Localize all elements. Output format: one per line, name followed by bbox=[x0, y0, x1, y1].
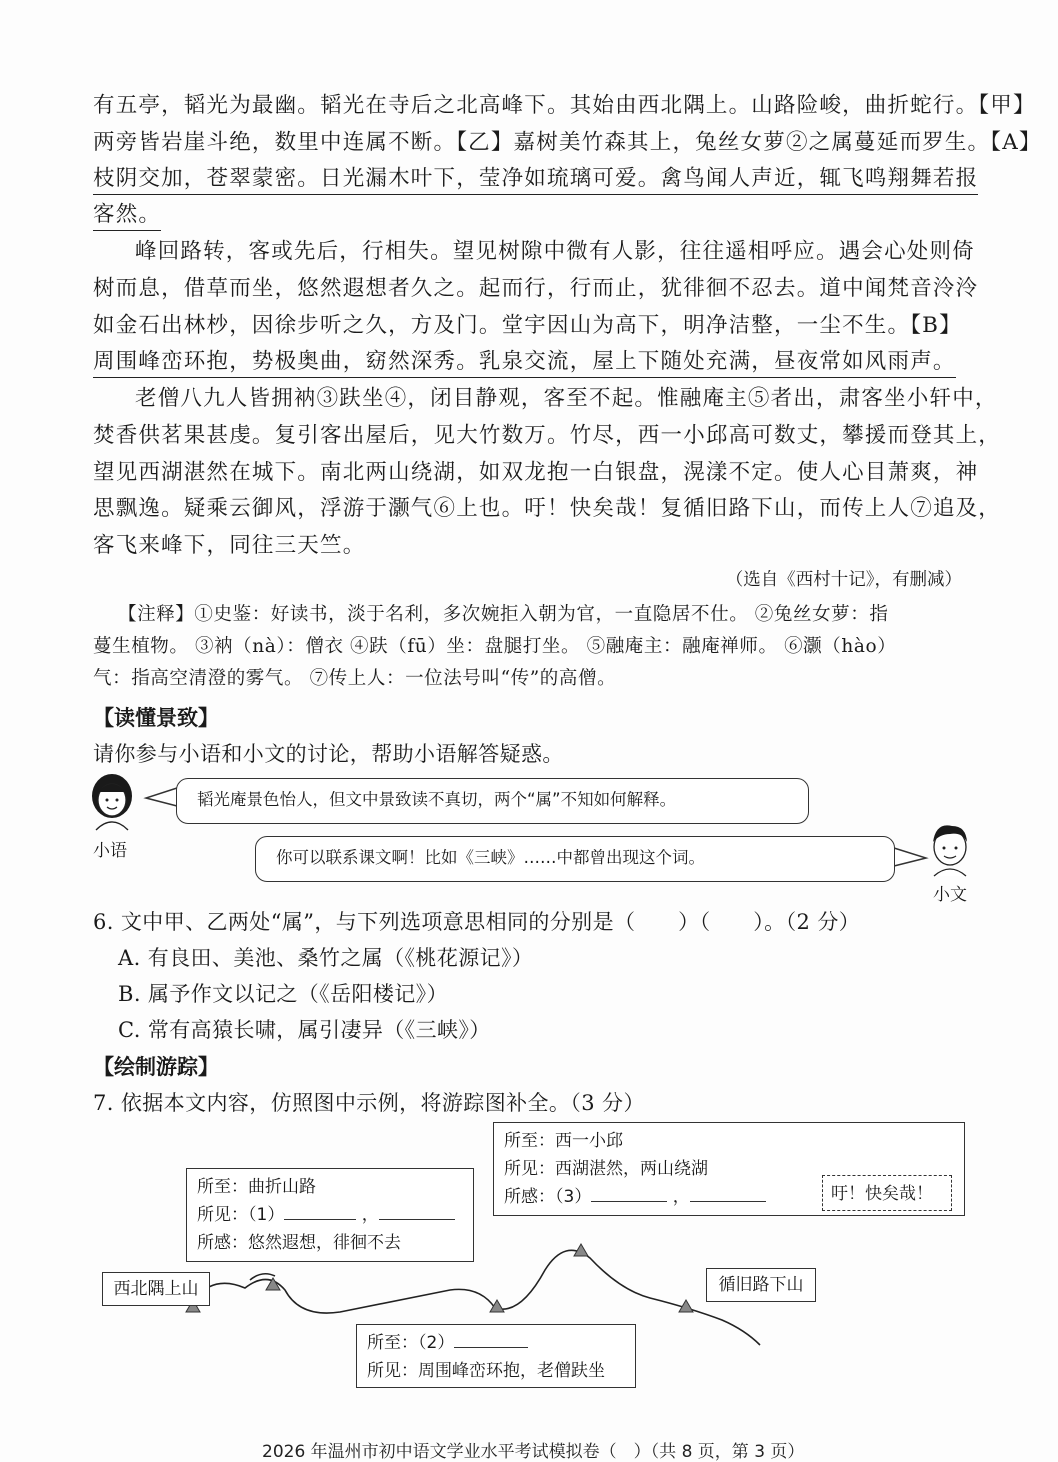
answer-blank[interactable] bbox=[454, 1333, 528, 1348]
question-6-option-c: C. 常有高猿长啸，属引凄异（《三峡》） bbox=[118, 1018, 491, 1042]
route-start-box bbox=[102, 1272, 210, 1306]
route-box-3-arrived: 所至：西一小邱 bbox=[504, 1131, 623, 1151]
route-box-1 bbox=[186, 1168, 474, 1262]
passage-line-4-underlined: 客然。 bbox=[93, 197, 161, 231]
route-box-1-arrived: 所至：曲折山路 bbox=[197, 1177, 316, 1197]
route-start-label: 西北隅上山 bbox=[113, 1279, 199, 1299]
question-7-stem: 7. 依据本文内容，仿照图中示例，将游踪图补全。（3 分） bbox=[93, 1091, 645, 1115]
passage-line-8-underlined: 周围峰峦环抱，势极奥曲，窈然深秀。乳泉交流，屋上下随处充满，昼夜常如风雨声。 bbox=[93, 344, 956, 378]
question-6-option-a: A. 有良田、美池、桑竹之属（《桃花源记》） bbox=[118, 946, 534, 970]
speech-bubble-xiaowen: 你可以联系课文啊！比如《三峡》……中都曾出现这个词。 bbox=[255, 836, 895, 882]
passage-line-1: 有五亭，韬光为最幽。韬光在寺后之北高峰下。其始由西北隅上。山路险峻，曲折蛇行。【甲】 bbox=[93, 93, 1036, 118]
route-end-box bbox=[706, 1268, 816, 1302]
section-title-route: 【绘制游踪】 bbox=[93, 1054, 219, 1079]
passage-line-9: 老僧八九人皆拥衲③趺坐④，闭目静观，客至不起。惟融庵主⑤者出，肃客坐小轩中， bbox=[135, 386, 998, 411]
passage-line-13: 客飞来峰下，同往三天竺。 bbox=[93, 533, 366, 558]
speech-bubble-xiaoyu: 韬光庵景色怡人，但文中景致读不真切，两个“属”不知如何解释。 bbox=[176, 778, 809, 824]
route-box-2-arrived: 所至：（2） bbox=[367, 1329, 625, 1357]
passage-line-7: 如金石出林杪，因徐步听之久，方及门。堂宇因山为高下，明净洁整，一尘不生。【B】 bbox=[93, 313, 962, 338]
section-title-reading: 【读懂景致】 bbox=[93, 705, 219, 730]
name-xiaowen: 小文 bbox=[933, 885, 967, 905]
route-box-3-seen: 所见：西湖湛然，两山绕湖 bbox=[504, 1159, 708, 1179]
answer-blank[interactable] bbox=[379, 1205, 455, 1220]
avatar-xiaowen bbox=[933, 825, 967, 876]
name-xiaoyu: 小语 bbox=[93, 841, 127, 861]
route-box-1-felt: 所感：悠然遐想，徘徊不去 bbox=[197, 1233, 401, 1253]
passage-line-6: 树而息，借草而坐，悠然遐想者久之。起而行，行而止，犹徘徊不忍去。道中闻梵音泠泠 bbox=[93, 276, 979, 301]
passage-line-2: 两旁皆岩崖斗绝，数里中连属不断。【乙】嘉树美竹森其上，兔丝女萝②之属蔓延而罗生。【A】 bbox=[93, 130, 1042, 155]
mountain-marker bbox=[266, 1278, 280, 1290]
route-box-3-felt: 所感：（3） ， bbox=[504, 1183, 954, 1211]
section-intro: 请你参与小语和小文的讨论，帮助小语解答疑惑。 bbox=[93, 742, 564, 766]
page-footer: 2026 年温州市初中语文学业水平考试模拟卷（ ）（共 8 页，第 3 页） bbox=[262, 1442, 805, 1462]
answer-blank[interactable] bbox=[690, 1187, 766, 1202]
route-end-label: 循旧路下山 bbox=[718, 1275, 804, 1295]
notes-line-1: 【注释】①史鉴：好读书，淡于名利，多次婉拒入朝为官，一直隐居不仕。 ②兔丝女萝：指 bbox=[118, 604, 889, 625]
notes-line-2: 蔓生植物。 ③衲（nà）：僧衣 ④趺（fū）坐：盘腿打坐。 ⑤融庵主：融庵禅师。 ⑥灏（hào） bbox=[93, 636, 897, 657]
passage-line-5: 峰回路转，客或先后，行相失。望见树隙中微有人影，往往遥相呼应。遇会心处则倚 bbox=[135, 239, 975, 264]
question-6-option-b: B. 属予作文以记之（《岳阳楼记》） bbox=[118, 982, 448, 1006]
question-6-stem: 6. 文中甲、乙两处“属”，与下列选项意思相同的分别是（ ）（ ）。（2 分） bbox=[93, 910, 861, 934]
avatar-xiaoyu bbox=[92, 774, 132, 830]
mountain-marker bbox=[679, 1300, 693, 1312]
answer-blank[interactable] bbox=[284, 1205, 356, 1220]
passage-line-3-underlined: 枝阴交加，苍翠蒙密。日光漏木叶下，莹净如琉璃可爱。禽鸟闻人声近，辄飞鸣翔舞若报 bbox=[93, 161, 978, 195]
passage-line-10: 焚香供茗果甚虔。复引客出屋后，见大竹数万。竹尽，西一小邱高可数丈，攀援而登其上， bbox=[93, 423, 1002, 448]
route-box-1-seen: 所见：（1） ， bbox=[197, 1201, 463, 1229]
notes-line-3: 气：指高空清澄的雾气。 ⑦传上人：一位法号叫“传”的高僧。 bbox=[93, 668, 617, 689]
route-box-2 bbox=[356, 1324, 636, 1388]
exclaim-box bbox=[822, 1175, 952, 1211]
passage-line-12: 思飘逸。疑乘云御风，浮游于灏气⑥上也。吁！快矣哉！复循旧路下山，而传上人⑦追及， bbox=[93, 496, 1002, 521]
answer-blank[interactable] bbox=[591, 1187, 667, 1202]
route-box-2-seen: 所见：周围峰峦环抱，老僧趺坐 bbox=[367, 1361, 605, 1381]
mountain-marker bbox=[490, 1300, 504, 1312]
mountain-marker bbox=[574, 1244, 588, 1256]
passage-source: （选自《西村十记》，有删减） bbox=[725, 570, 962, 590]
exclaim-text: 吁！快矣哉！ bbox=[831, 1184, 933, 1204]
passage-line-11: 望见西湖湛然在城下。南北两山绕湖，如双龙抱一白银盘，滉漾不定。使人心目萧爽，神 bbox=[93, 460, 979, 485]
